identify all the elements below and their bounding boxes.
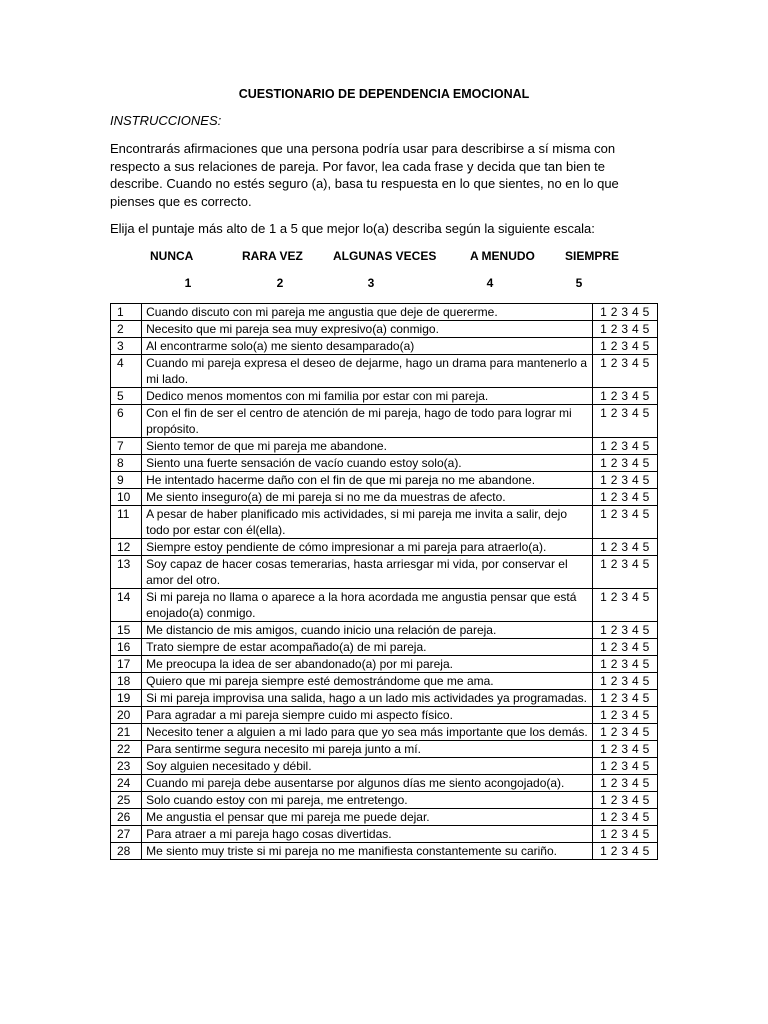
answer-scale[interactable]: 1 2 3 4 5 [592, 455, 657, 472]
question-number: 1 [111, 304, 142, 321]
question-text: Me preocupa la idea de ser abandonado(a) por mi pareja. [142, 656, 593, 673]
question-number: 28 [111, 843, 142, 860]
question-number: 17 [111, 656, 142, 673]
scale-label-3: ALGUNAS VECES [333, 249, 437, 263]
question-text: Para agradar a mi pareja siempre cuido mi aspecto físico. [142, 707, 593, 724]
instructions-label: INSTRUCCIONES: [110, 113, 222, 128]
question-number: 23 [111, 758, 142, 775]
question-number: 5 [111, 388, 142, 405]
question-number: 24 [111, 775, 142, 792]
question-text: Dedico menos momentos con mi familia por estar con mi pareja. [142, 388, 593, 405]
question-text: Si mi pareja no llama o aparece a la hora acordada me angustia pensar que está enojado(a) conmigo. [142, 589, 593, 622]
scale-value-4: 4 [486, 276, 494, 290]
question-number: 6 [111, 405, 142, 438]
question-text: Necesito tener a alguien a mi lado para que yo sea más importante que los demás. [142, 724, 593, 741]
table-row [111, 589, 658, 622]
table-row [111, 355, 658, 388]
answer-scale[interactable]: 1 2 3 4 5 [592, 304, 657, 321]
question-number: 3 [111, 338, 142, 355]
question-text: Siento una fuerte sensación de vacío cuando estoy solo(a). [142, 455, 593, 472]
question-number: 12 [111, 539, 142, 556]
scale-intro: Elija el puntaje más alto de 1 a 5 que mejor lo(a) describa según la siguiente escala: [110, 221, 595, 236]
question-number: 20 [111, 707, 142, 724]
question-text: Al encontrarme solo(a) me siento desamparado(a) [142, 338, 593, 355]
table-row [111, 707, 658, 724]
question-text: Me siento inseguro(a) de mi pareja si no me da muestras de afecto. [142, 489, 593, 506]
question-text: Necesito que mi pareja sea muy expresivo(a) conmigo. [142, 321, 593, 338]
question-number: 10 [111, 489, 142, 506]
question-text: Con el fin de ser el centro de atención de mi pareja, hago de todo para lograr mi propósito. [142, 405, 593, 438]
question-number: 18 [111, 673, 142, 690]
answer-scale[interactable]: 1 2 3 4 5 [592, 321, 657, 338]
table-row [111, 809, 658, 826]
table-row [111, 690, 658, 707]
question-text: Trato siempre de estar acompañado(a) de mi pareja. [142, 639, 593, 656]
questionnaire-body [111, 304, 658, 860]
question-text: Siento temor de que mi pareja me abandone. [142, 438, 593, 455]
table-row [111, 639, 658, 656]
question-number: 26 [111, 809, 142, 826]
answer-scale[interactable]: 1 2 3 4 5 [592, 622, 657, 639]
table-row [111, 826, 658, 843]
scale-value-5: 5 [575, 276, 583, 290]
table-row [111, 622, 658, 639]
answer-scale[interactable]: 1 2 3 4 5 [592, 826, 657, 843]
scale-value-3: 3 [367, 276, 375, 290]
question-text: Cuando mi pareja debe ausentarse por algunos días me siento acongojado(a). [142, 775, 593, 792]
table-row [111, 388, 658, 405]
answer-scale[interactable]: 1 2 3 4 5 [592, 792, 657, 809]
question-text: Cuando mi pareja expresa el deseo de dejarme, hago un drama para mantenerlo a mi lado. [142, 355, 593, 388]
table-row [111, 843, 658, 860]
question-text: A pesar de haber planificado mis actividades, si mi pareja me invita a salir, dejo todo por estar con él(ella). [142, 506, 593, 539]
table-row [111, 673, 658, 690]
question-text: Siempre estoy pendiente de cómo impresionar a mi pareja para atraerlo(a). [142, 539, 593, 556]
question-number: 4 [111, 355, 142, 388]
answer-scale[interactable]: 1 2 3 4 5 [592, 589, 657, 622]
scale-value-2: 2 [276, 276, 284, 290]
table-row [111, 792, 658, 809]
question-number: 7 [111, 438, 142, 455]
answer-scale[interactable]: 1 2 3 4 5 [592, 489, 657, 506]
table-row [111, 656, 658, 673]
table-row [111, 321, 658, 338]
answer-scale[interactable]: 1 2 3 4 5 [592, 338, 657, 355]
question-number: 21 [111, 724, 142, 741]
question-number: 2 [111, 321, 142, 338]
answer-scale[interactable]: 1 2 3 4 5 [592, 775, 657, 792]
answer-scale[interactable]: 1 2 3 4 5 [592, 438, 657, 455]
answer-scale[interactable]: 1 2 3 4 5 [592, 741, 657, 758]
answer-scale[interactable]: 1 2 3 4 5 [592, 388, 657, 405]
answer-scale[interactable]: 1 2 3 4 5 [592, 355, 657, 388]
answer-scale[interactable]: 1 2 3 4 5 [592, 673, 657, 690]
table-row [111, 539, 658, 556]
question-text: Solo cuando estoy con mi pareja, me entretengo. [142, 792, 593, 809]
answer-scale[interactable]: 1 2 3 4 5 [592, 639, 657, 656]
table-row [111, 775, 658, 792]
table-row [111, 489, 658, 506]
question-number: 9 [111, 472, 142, 489]
table-row [111, 556, 658, 589]
table-row [111, 758, 658, 775]
scale-label-4: A MENUDO [470, 249, 535, 263]
question-text: Me angustia el pensar que mi pareja me puede dejar. [142, 809, 593, 826]
scale-value-1: 1 [184, 276, 192, 290]
scale-label-2: RARA VEZ [242, 249, 303, 263]
question-number: 16 [111, 639, 142, 656]
question-number: 27 [111, 826, 142, 843]
answer-scale[interactable]: 1 2 3 4 5 [592, 556, 657, 589]
question-number: 22 [111, 741, 142, 758]
answer-scale[interactable]: 1 2 3 4 5 [592, 843, 657, 860]
table-row [111, 304, 658, 321]
table-row [111, 438, 658, 455]
scale-label-5: SIEMPRE [565, 249, 620, 263]
answer-scale[interactable]: 1 2 3 4 5 [592, 656, 657, 673]
question-number: 8 [111, 455, 142, 472]
table-row [111, 506, 658, 539]
question-number: 13 [111, 556, 142, 589]
answer-scale[interactable]: 1 2 3 4 5 [592, 809, 657, 826]
question-text: He intentado hacerme daño con el fin de que mi pareja no me abandone. [142, 472, 593, 489]
answer-scale[interactable]: 1 2 3 4 5 [592, 405, 657, 438]
answer-scale[interactable]: 1 2 3 4 5 [592, 758, 657, 775]
question-text: Soy alguien necesitado y débil. [142, 758, 593, 775]
question-text: Para atraer a mi pareja hago cosas divertidas. [142, 826, 593, 843]
question-number: 14 [111, 589, 142, 622]
question-text: Quiero que mi pareja siempre esté demostrándome que me ama. [142, 673, 593, 690]
table-row [111, 455, 658, 472]
answer-scale[interactable]: 1 2 3 4 5 [592, 506, 657, 539]
questionnaire-table [110, 303, 658, 860]
answer-scale[interactable]: 1 2 3 4 5 [592, 539, 657, 556]
instructions-paragraph: Encontrarás afirmaciones que una persona podría usar para describirse a sí misma con respecto a sus relaciones de pareja. Por favor, lea cada frase y decida que tan bien te describe. Cuando no estés seguro (a), basa tu respuesta en lo que sientes, no en lo que pienses que es correcto. [110, 141, 619, 209]
question-text: Si mi pareja improvisa una salida, hago a un lado mis actividades ya programadas. [142, 690, 593, 707]
question-number: 11 [111, 506, 142, 539]
answer-scale[interactable]: 1 2 3 4 5 [592, 724, 657, 741]
question-text: Para sentirme segura necesito mi pareja junto a mí. [142, 741, 593, 758]
scale-label-1: NUNCA [150, 249, 194, 263]
answer-scale[interactable]: 1 2 3 4 5 [592, 472, 657, 489]
table-row [111, 472, 658, 489]
question-number: 19 [111, 690, 142, 707]
table-row [111, 741, 658, 758]
table-row [111, 724, 658, 741]
question-text: Soy capaz de hacer cosas temerarias, hasta arriesgar mi vida, por conservar el amor del otro. [142, 556, 593, 589]
question-number: 25 [111, 792, 142, 809]
table-row [111, 405, 658, 438]
question-text: Me distancio de mis amigos, cuando inicio una relación de pareja. [142, 622, 593, 639]
table-row [111, 338, 658, 355]
answer-scale[interactable]: 1 2 3 4 5 [592, 707, 657, 724]
document-title: CUESTIONARIO DE DEPENDENCIA EMOCIONAL [238, 87, 530, 101]
question-text: Cuando discuto con mi pareja me angustia que deje de quererme. [142, 304, 593, 321]
question-number: 15 [111, 622, 142, 639]
answer-scale[interactable]: 1 2 3 4 5 [592, 690, 657, 707]
question-text: Me siento muy triste si mi pareja no me manifiesta constantemente su cariño. [142, 843, 593, 860]
